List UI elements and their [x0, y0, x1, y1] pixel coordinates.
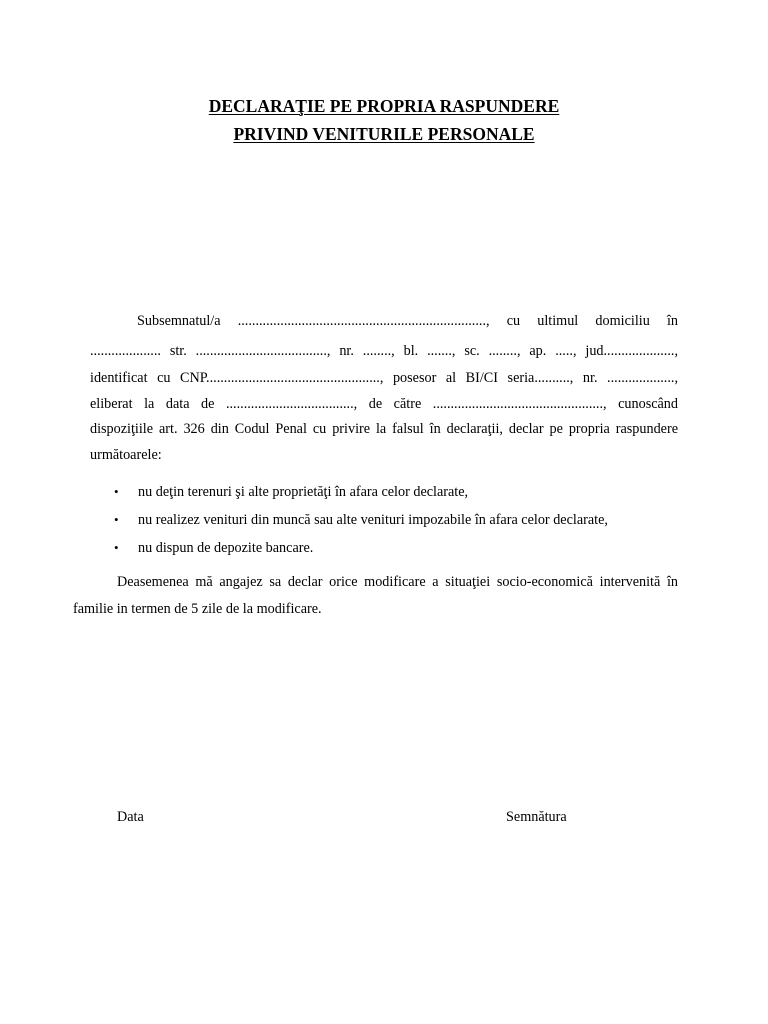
list-item-text: nu dispun de depozite bancare. — [138, 540, 314, 556]
bullet-icon: • — [114, 484, 119, 499]
list-item-text: nu deţin terenuri şi alte proprietăţi în afara celor declarate, — [138, 484, 469, 500]
list-item — [114, 511, 608, 529]
paragraph-line: identificat cu CNP................................................., posesor al BI/CI seria.........., nr. ..................., — [90, 370, 678, 386]
document-title-line-1: DECLARAŢIE PE PROPRIA RASPUNDERE — [208, 96, 560, 116]
list-item — [114, 539, 313, 557]
list-item-text: nu realizez venituri din muncă sau alte venituri impozabile în afara celor declarate, — [138, 512, 608, 528]
bullet-icon: • — [114, 540, 119, 555]
paragraph-line: Subsemnatul/a ......................................................................, cu ultimul domiciliu în — [137, 313, 678, 329]
paragraph-line: familie in termen de 5 zile de la modificare. — [73, 601, 322, 617]
paragraph-line: eliberat la data de ...................................., de către ................................................, cunoscând — [90, 396, 678, 412]
paragraph-line: următoarele: — [90, 447, 162, 463]
document-title-line-2: PRIVIND VENITURILE PERSONALE — [233, 124, 535, 144]
paragraph-line: .................... str. ....................................., nr. ........, bl. ......., sc. ........, ap. ....., jud...................., — [90, 343, 678, 359]
paragraph-line: dispoziţiile art. 326 din Codul Penal cu privire la falsul în declaraţii, declar pe propria raspundere — [90, 421, 678, 437]
bullet-icon: • — [114, 512, 119, 527]
paragraph-line: Deasemenea mă angajez sa declar orice modificare a situaţiei socio-economică intervenită în — [117, 574, 678, 590]
date-label: Data — [117, 809, 144, 825]
signature-label: Semnătura — [506, 809, 567, 825]
list-item — [114, 483, 468, 501]
